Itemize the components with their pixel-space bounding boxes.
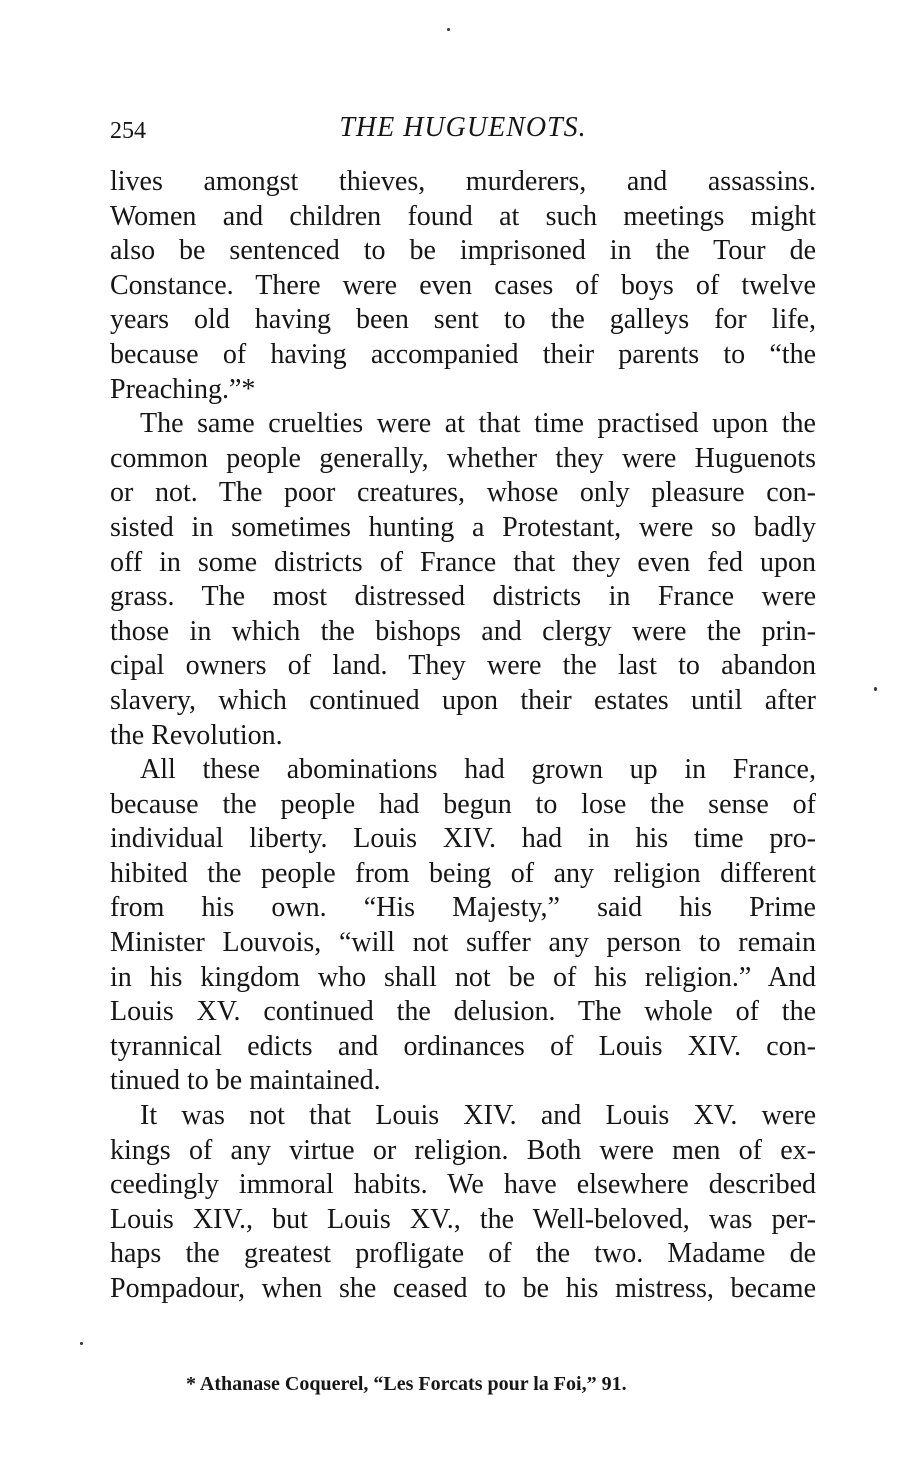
paragraph-first-line: The same cruelties were at that time practised upon the <box>140 408 816 440</box>
text-line: slavery, which continued upon their estates until after <box>110 684 816 716</box>
text-line: Louis XV. continued the delusion. The whole of the <box>110 996 816 1028</box>
footnote: * Athanase Coquerel, “Les Forcats pour la Foi,” 91. <box>186 1373 627 1395</box>
text-line: years old having been sent to the galleys for life, <box>110 304 816 336</box>
text-line: tyrannical edicts and ordinances of Louis XIV. con- <box>110 1030 816 1062</box>
text-line: lives amongst thieves, murderers, and assassins. <box>110 166 816 197</box>
text-line: sisted in sometimes hunting a Protestant, were so badly <box>110 511 816 543</box>
paragraph-first-line: It was not that Louis XIV. and Louis XV. were <box>140 1100 816 1132</box>
text-line: individual liberty. Louis XIV. had in his time pro- <box>110 823 816 855</box>
text-line: hibited the people from being of any religion different <box>110 857 816 889</box>
running-title: THE HUGUENOTS. <box>339 112 587 143</box>
body-text <box>110 165 816 1307</box>
text-line: Minister Louvois, “will not suffer any person to remain <box>110 927 816 959</box>
ink-speck <box>80 1342 83 1345</box>
text-line: Women and children found at such meetings might <box>110 200 816 232</box>
text-line: the Revolution. <box>110 719 283 751</box>
text-line: because of having accompanied their parents to “the <box>110 338 816 370</box>
text-line: those in which the bishops and clergy were the prin- <box>110 615 816 647</box>
text-line: because the people had begun to lose the sense of <box>110 788 816 820</box>
text-line: from his own. “His Majesty,” said his Prime <box>110 892 816 924</box>
text-line: cipal owners of land. They were the last to abandon <box>110 650 816 682</box>
text-line: also be sentenced to be imprisoned in the Tour de <box>110 235 816 267</box>
text-line: Preaching.”* <box>110 373 256 405</box>
text-line: common people generally, whether they were Huguenots <box>110 442 816 474</box>
text-line: Pompadour, when she ceased to be his mistress, became <box>110 1273 816 1304</box>
text-line: in his kingdom who shall not be of his religion.” And <box>110 961 816 993</box>
text-line: ceedingly immoral habits. We have elsewhere described <box>110 1169 816 1201</box>
ink-speck <box>447 28 450 31</box>
text-line: off in some districts of France that they even fed upon <box>110 546 816 578</box>
text-line: grass. The most distressed districts in France were <box>110 581 816 613</box>
text-line: tinued to be maintained. <box>110 1065 381 1097</box>
text-line: kings of any virtue or religion. Both were men of ex- <box>110 1134 816 1166</box>
text-line: haps the greatest profligate of the two. Madame de <box>110 1238 816 1270</box>
text-line: Louis XIV., but Louis XV., the Well-beloved, was per- <box>110 1203 816 1235</box>
text-line: Constance. There were even cases of boys of twelve <box>110 269 816 301</box>
page-header <box>110 112 816 146</box>
paragraph-first-line: All these abominations had grown up in France, <box>140 754 816 786</box>
text-line: or not. The poor creatures, whose only pleasure con- <box>110 477 816 509</box>
ink-speck <box>874 687 877 691</box>
page-number: 254 <box>110 118 146 144</box>
